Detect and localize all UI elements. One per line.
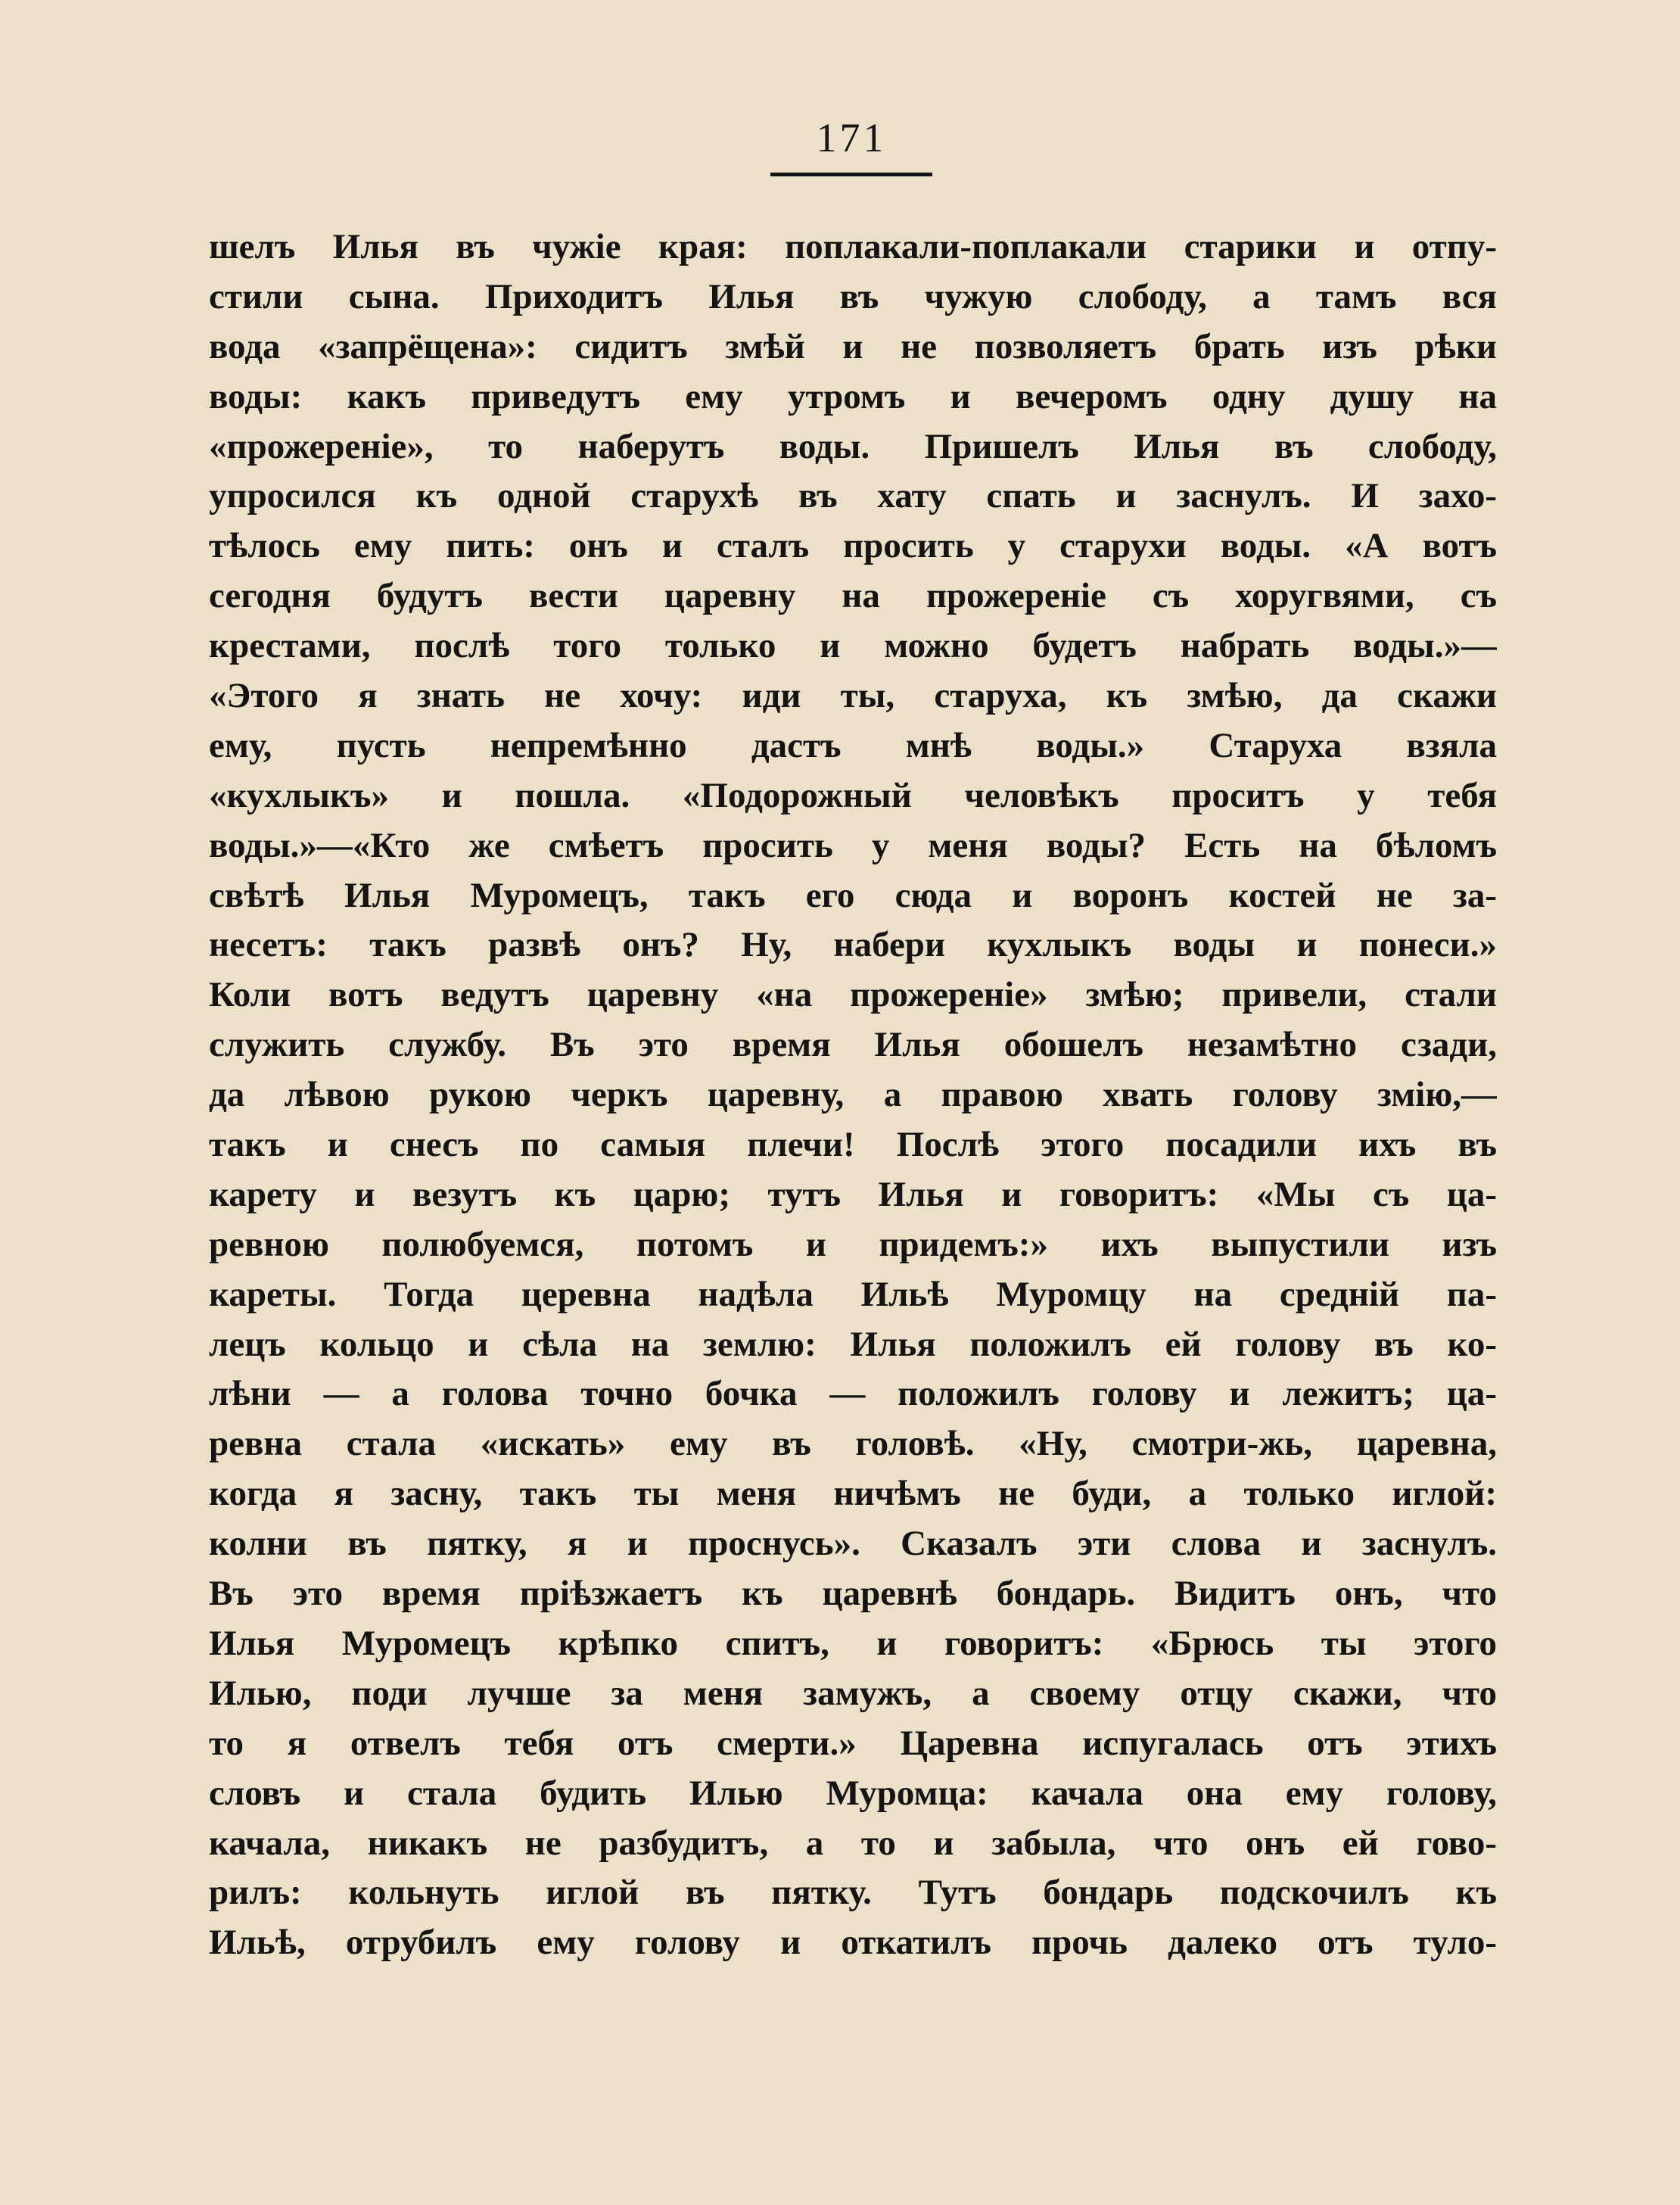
text-line: стили сына. Приходитъ Илья въ чужую слободу, а тамъ вся bbox=[209, 276, 1497, 316]
body-text bbox=[209, 223, 1497, 1968]
text-line: Ильѣ, отрубилъ ему голову и откатилъ прочь далеко отъ туло- bbox=[209, 1923, 1497, 1963]
text-line: ему, пусть непремѣнно дастъ мнѣ воды.» Старуха взяла bbox=[209, 725, 1497, 765]
text-line: воды.»—«Кто же смѣетъ просить у меня воды? Есть на бѣломъ bbox=[209, 825, 1497, 865]
text-line: тѣлось ему пить: онъ и сталъ просить у старухи воды. «А вотъ bbox=[209, 526, 1497, 566]
text-line: несетъ: такъ развѣ онъ? Ну, набери кухлыкъ воды и понеси.» bbox=[209, 925, 1497, 965]
text-line: упросился къ одной старухѣ въ хату спать и заснулъ. И захо- bbox=[209, 476, 1497, 516]
text-line: Коли вотъ ведутъ царевну «на прожереніе» змѣю; привели, стали bbox=[209, 975, 1497, 1015]
text-line: лѣни — а голова точно бочка — положилъ голову и лежитъ; ца- bbox=[209, 1374, 1497, 1414]
text-line: качала, никакъ не разбудитъ, а то и забыла, что онъ ей гово- bbox=[209, 1823, 1497, 1863]
text-line: словъ и стала будить Илью Муромца: качала она ему голову, bbox=[209, 1773, 1497, 1813]
text-line: такъ и снесъ по самыя плечи! Послѣ этого посадили ихъ въ bbox=[209, 1125, 1497, 1165]
text-line: когда я засну, такъ ты меня ничѣмъ не буди, а только иглой: bbox=[209, 1474, 1497, 1514]
page-number-rule bbox=[770, 173, 932, 176]
text-line: «прожереніе», то наберутъ воды. Пришелъ Илья въ слободу, bbox=[209, 426, 1497, 466]
text-line: вода «запрёщена»: сидитъ змѣй и не позволяетъ брать изъ рѣки bbox=[209, 326, 1497, 366]
text-line: «Этого я знать не хочу: иди ты, старуха, къ змѣю, да скажи bbox=[209, 676, 1497, 716]
page-number: 171 bbox=[816, 115, 887, 160]
text-line: служить службу. Въ это время Илья обошелъ незамѣтно сзади, bbox=[209, 1025, 1497, 1065]
text-line: кареты. Тогда церевна надѣла Ильѣ Муромцу на средній па- bbox=[209, 1274, 1497, 1314]
text-line: шелъ Илья въ чужіе края: поплакали-поплакали старики и отпу- bbox=[209, 227, 1497, 266]
text-line: «кухлыкъ» и пошла. «Подорожный человѣкъ проситъ у тебя bbox=[209, 775, 1497, 815]
text-line: сегодня будутъ вести царевну на прожереніе съ хоругвями, съ bbox=[209, 576, 1497, 616]
text-line: Въ это время пріѣзжаетъ къ царевнѣ бондарь. Видитъ онъ, что bbox=[209, 1574, 1497, 1614]
text-line: да лѣвою рукою черкъ царевну, а правою хвать голову змію,— bbox=[209, 1075, 1497, 1115]
text-line: свѣтѣ Илья Муромецъ, такъ его сюда и воронъ костей не за- bbox=[209, 875, 1497, 915]
text-line: лецъ кольцо и сѣла на землю: Илья положилъ ей голову въ ко- bbox=[209, 1324, 1497, 1364]
text-line: воды: какъ приведутъ ему утромъ и вечеромъ одну душу на bbox=[209, 376, 1497, 416]
text-line: рилъ: кольнуть иглой въ пятку. Тутъ бондарь подскочилъ къ bbox=[209, 1873, 1497, 1913]
text-line: колни въ пятку, я и проснусь». Сказалъ эти слова и заснулъ. bbox=[209, 1524, 1497, 1564]
text-line: карету и везутъ къ царю; тутъ Илья и говоритъ: «Мы съ ца- bbox=[209, 1174, 1497, 1214]
text-line: ревною полюбуемся, потомъ и придемъ:» ихъ выпустили изъ bbox=[209, 1224, 1497, 1264]
text-line: то я отвелъ тебя отъ смерти.» Царевна испугалась отъ этихъ bbox=[209, 1723, 1497, 1763]
text-line: ревна стала «искать» ему въ головѣ. «Ну, смотри-жь, царевна, bbox=[209, 1424, 1497, 1464]
text-line: Илью, поди лучше за меня замужъ, а своему отцу скажи, что bbox=[209, 1673, 1497, 1713]
text-line: Илья Муромецъ крѣпко спитъ, и говоритъ: «Брюсь ты этого bbox=[209, 1623, 1497, 1663]
text-line: крестами, послѣ того только и можно будетъ набрать воды.»— bbox=[209, 626, 1497, 666]
